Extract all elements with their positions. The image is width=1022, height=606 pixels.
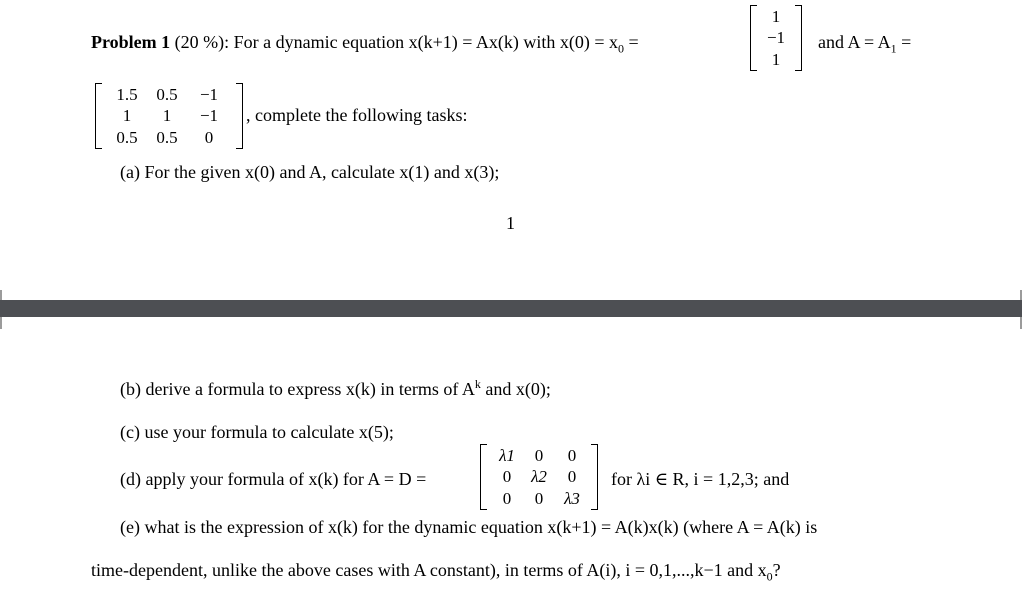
task-e-line2 [91,559,781,584]
intro-equals: = [624,32,639,52]
matrix-d-entry: 0 [567,446,577,465]
matrix-a-entry: 1 [162,106,172,125]
task-b-tail: and x(0); [480,379,551,399]
matrix-a-entry: −1 [199,106,219,125]
matrix-a-entry: 0.5 [116,128,138,147]
matrix-a-entry: 0.5 [156,85,178,104]
matrix-d [480,444,598,510]
page-bottom [0,317,1022,606]
task-e-line1: (e) what is the expression of x(k) for the dynamic equation x(k+1) = A(k)x(k) (where A = A(k) is [120,517,818,537]
task-c: (c) use your formula to calculate x(5); [120,422,394,442]
problem-weight: (20 %): [174,32,230,52]
matrix-d-entry: 0 [534,446,544,465]
task-a: (a) For the given x(0) and A, calculate x(1) and x(3); [120,162,500,182]
task-b-exponent: k [474,377,481,391]
matrix-d-entry: 0 [534,489,544,508]
page-number: 1 [506,213,515,233]
task-d-lead: (d) apply your formula of x(k) for A = D = [120,469,427,489]
x0-entry: 1 [771,7,781,26]
and-a-label: and A = A [818,32,891,52]
task-b [120,378,551,400]
matrix-d-entry: 0 [502,489,512,508]
task-e-line2-end: ? [772,560,781,580]
matrix-a-entry: −1 [199,85,219,104]
page-left-edge [0,317,2,329]
matrix-d-entry: λ1 [499,446,515,465]
matrix-a-entry: 1.5 [116,85,138,104]
matrix-a-entry: 1 [122,106,132,125]
and-a-text [818,31,912,56]
a1-subscript: 1 [890,41,897,56]
task-b-text: (b) derive a formula to express x(k) in terms of A [120,379,475,399]
problem-title: Problem 1 [91,32,171,52]
page-separator [0,300,1022,317]
matrix-a-entry: 0 [204,128,214,147]
problem-intro-text: For a dynamic equation x(k+1) = Ax(k) with x(0) = x [233,32,619,52]
matrix-d-entry: 0 [567,467,577,486]
complete-tasks-text: , complete the following tasks: [246,105,468,125]
task-e-line2-text: time-dependent, unlike the above cases with A constant), in terms of A(i), i = 0,1,...,k−1 and x [91,560,767,580]
x0-entry: 1 [771,50,781,69]
problem-intro-line [91,31,639,56]
task-d-tail: for λi ∈ R, i = 1,2,3; and [611,469,790,489]
matrix-a-entry: 0.5 [156,128,178,147]
matrix-a [95,83,243,149]
x0-vector [750,5,802,71]
page-top [0,0,1022,300]
matrix-d-entry: 0 [502,467,512,486]
x0-subscript: 0 [766,569,773,584]
x0-subscript: 0 [618,41,625,56]
x0-entry: −1 [766,28,786,47]
matrix-d-entry: λ2 [531,467,547,486]
and-a-equals: = [896,32,912,52]
matrix-d-entry: λ3 [564,489,580,508]
page-left-edge [0,290,2,300]
